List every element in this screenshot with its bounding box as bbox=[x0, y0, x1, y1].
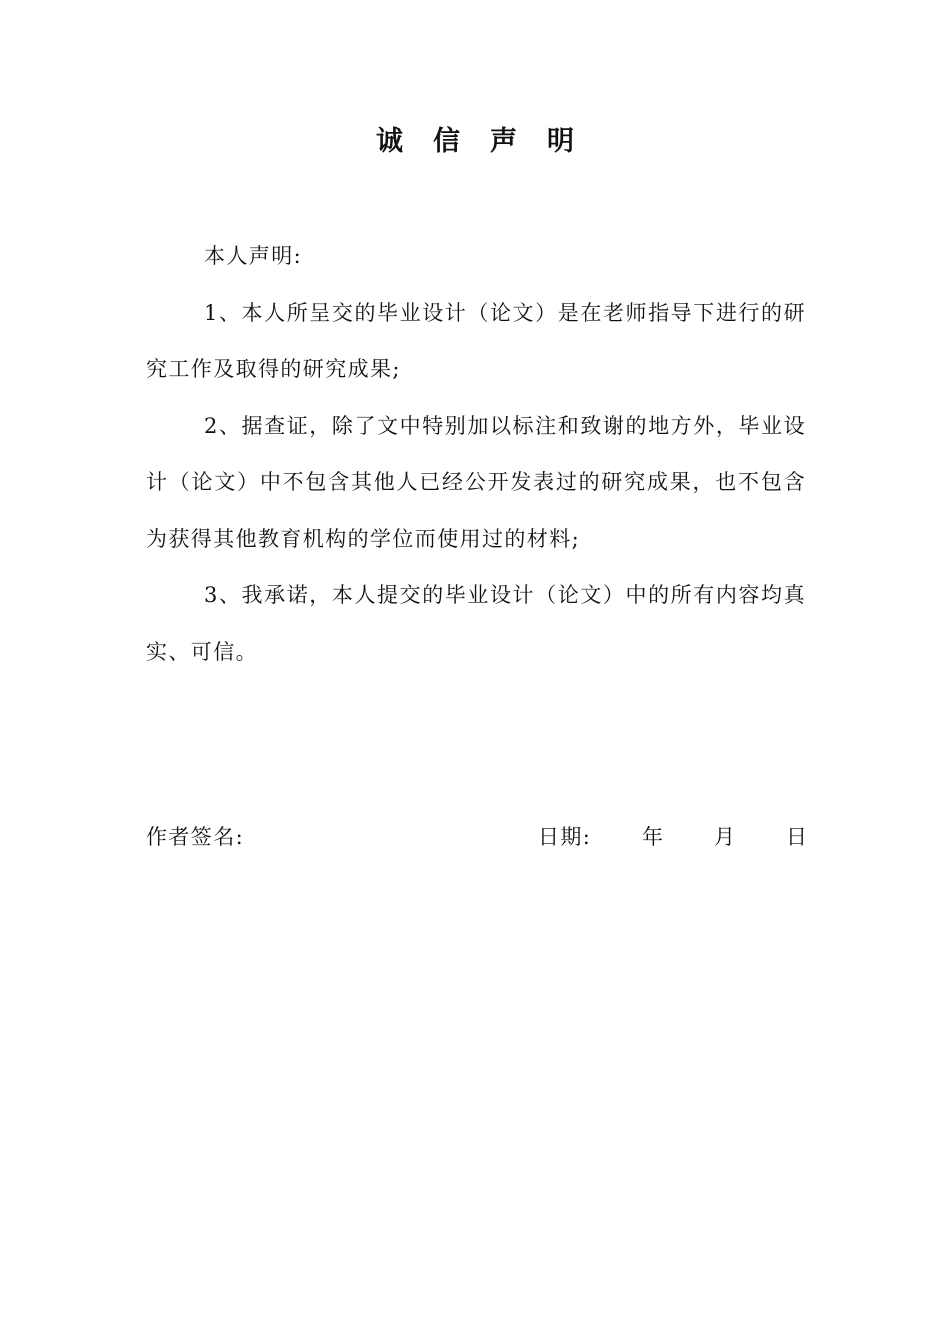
declaration-item-2: 2、据查证，除了文中特别加以标注和致谢的地方外，毕业设计（论文）中不包含其他人已经公开发表过的研究成果，也不包含为获得其他教育机构的学位而使用过的材料; bbox=[146, 413, 806, 551]
declaration-intro: 本人声明: bbox=[204, 244, 303, 268]
declaration-item-1: 1、本人所呈交的毕业设计（论文）是在老师指导下进行的研究工作及取得的研究成果; bbox=[146, 300, 806, 381]
declaration-body bbox=[146, 228, 806, 680]
page-title: 诚信声明 bbox=[376, 126, 604, 157]
day-label: 日 bbox=[786, 825, 809, 849]
date-label: 日期: bbox=[538, 825, 592, 849]
month-label: 月 bbox=[714, 825, 737, 849]
year-label: 年 bbox=[642, 825, 665, 849]
signature-line bbox=[146, 817, 809, 857]
declaration-item-3: 3、我承诺，本人提交的毕业设计（论文）中的所有内容均真实、可信。 bbox=[146, 583, 806, 664]
author-signature-label: 作者签名: bbox=[146, 825, 245, 849]
